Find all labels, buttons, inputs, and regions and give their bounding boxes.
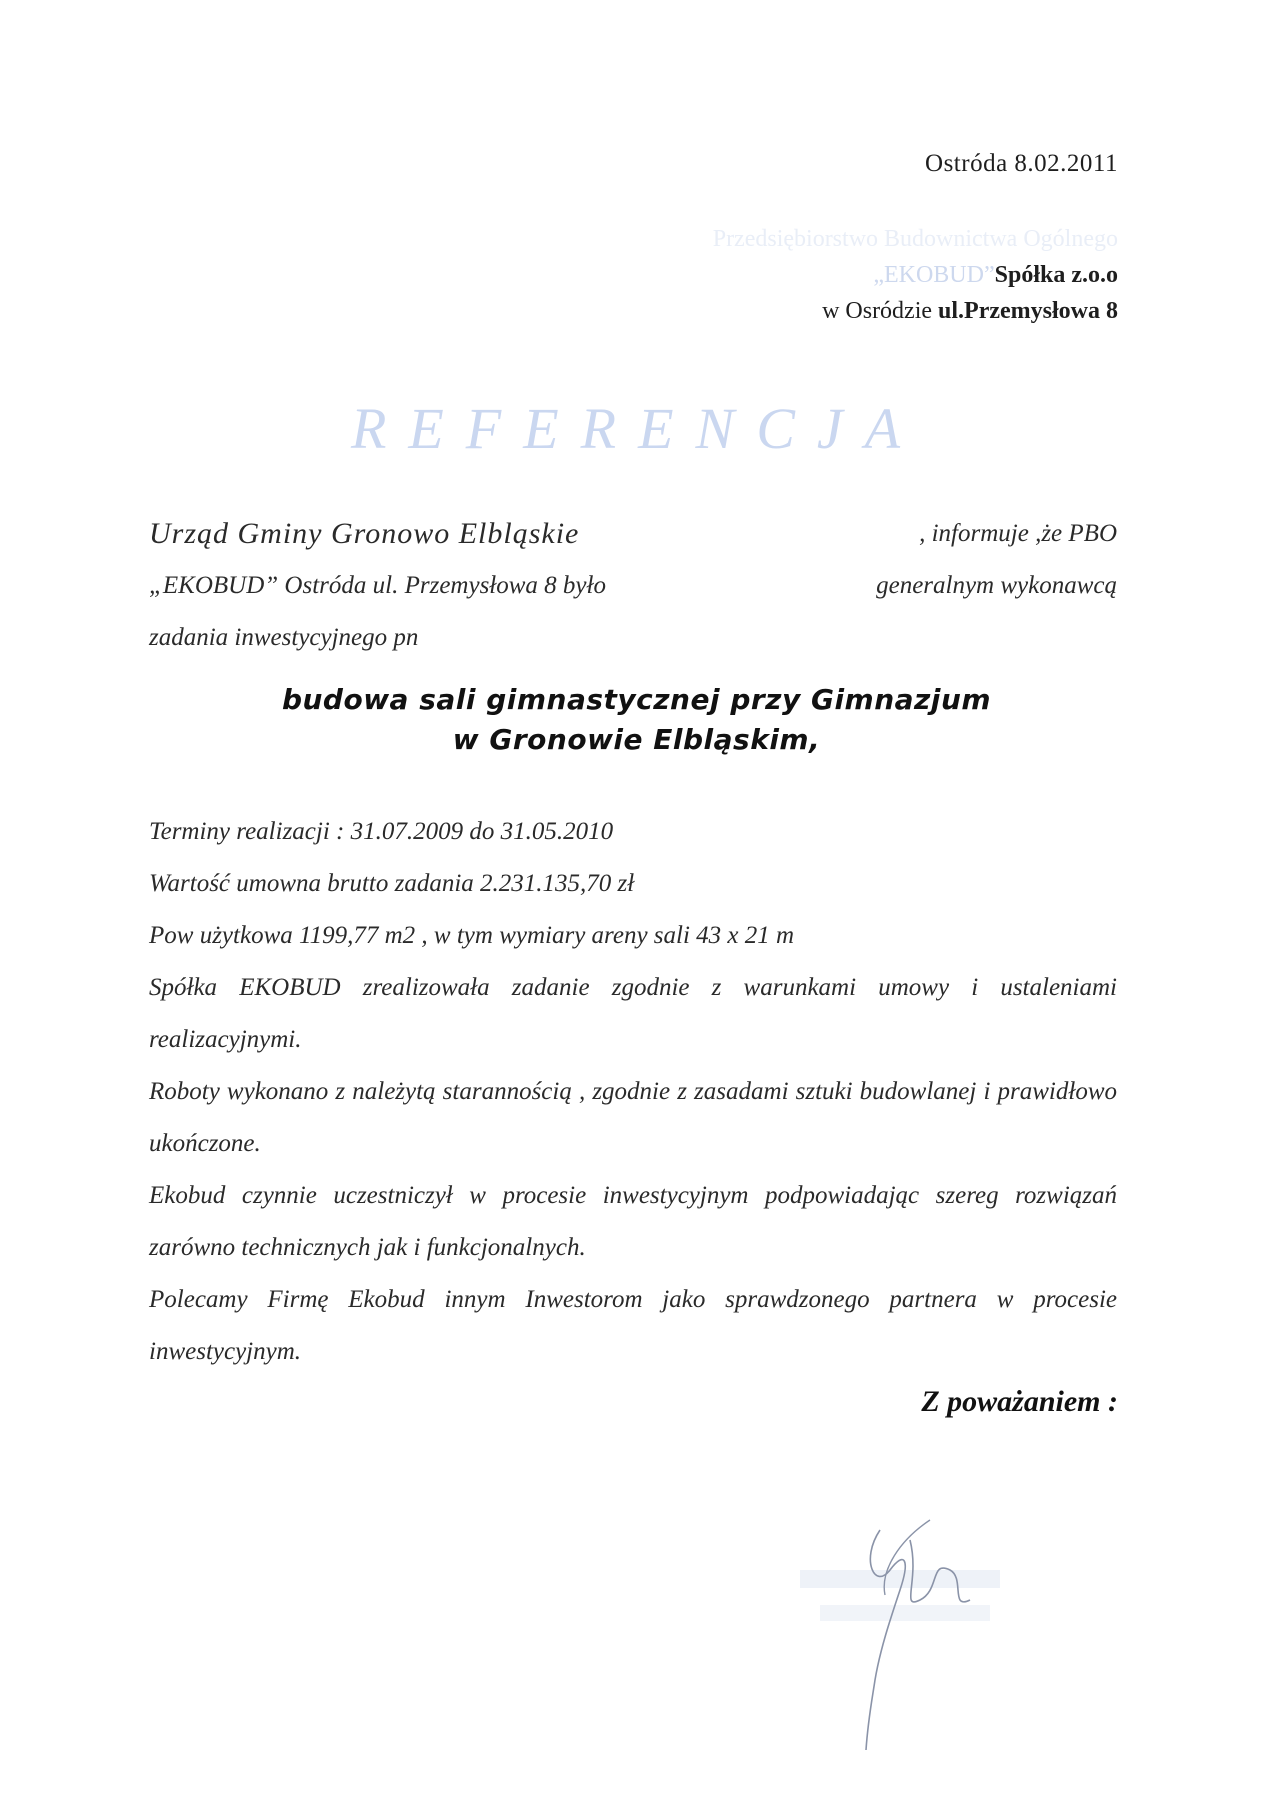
detail-value: Wartość umowna brutto zadania 2.231.135,70 zł [149, 870, 635, 897]
intro-role: generalnym wykonawcą [876, 572, 1117, 599]
intro-line-2 [149, 560, 1117, 612]
project-name-line-2: w Gronowie Elbląskim, [452, 723, 821, 756]
project-name-line-1: budowa sali gimnastycznej przy Gimnazjum [281, 683, 992, 716]
body-paragraph-4: Polecamy Firmę Ekobud innym Inwestorom jako sprawdzonego partnera w procesie inwestycyjnym. [149, 1286, 1117, 1365]
project-name [0, 680, 1273, 760]
recipient-street: ul.Przemysłowa 8 [938, 298, 1118, 324]
recipient-company-type: Spółka z.o.o [994, 262, 1118, 288]
stamp-line-2 [820, 1605, 990, 1621]
intro-ekobud: „EKOBUD” Ostróda ul. Przemysłowa 8 było [149, 572, 606, 599]
project-details [149, 806, 1117, 962]
signature-icon [780, 1500, 1040, 1760]
intro-line-3 [149, 612, 1117, 664]
letter-body [149, 962, 1117, 1378]
intro-line-1 [149, 508, 1117, 560]
recipient-company-brand: „EKOBUD” [873, 262, 995, 288]
intro-task: zadania inwestycyjnego pn [149, 624, 419, 651]
body-paragraph-3: Ekobud czynnie uczestniczył w procesie inwestycyjnym podpowiadając szereg rozwiązań zarówno technicznych jak i funkcjonalnych. [149, 1182, 1117, 1261]
signature-stroke-1 [866, 1530, 905, 1750]
intro-informs: , informuje ,że PBO [919, 520, 1117, 547]
closing-salutation: Z poważaniem : [921, 1385, 1118, 1418]
recipient-address [822, 293, 1118, 329]
body-paragraph-2: Roboty wykonano z należytą starannością , zgodnie z zasadami sztuki budowlanej i prawidłowo ukończone. [149, 1078, 1117, 1157]
recipient-company-form [873, 257, 1118, 293]
letter-date: Ostróda 8.02.2011 [925, 150, 1118, 177]
stamp-line-1 [800, 1570, 1000, 1588]
intro-paragraph [149, 508, 1117, 664]
detail-area: Pow użytkowa 1199,77 m2 , w tym wymiary areny sali 43 x 21 m [149, 922, 795, 949]
body-paragraph-1: Spółka EKOBUD zrealizowała zadanie zgodnie z warunkami umowy i ustaleniami realizacyjnymi. [149, 974, 1117, 1053]
detail-terms: Terminy realizacji : 31.07.2009 do 31.05.2010 [149, 818, 614, 845]
issuer-name: Urząd Gminy Gronowo Elbląskie [149, 517, 580, 550]
document-title: REFERENCJA [350, 396, 923, 461]
recipient-city: w Osródzie [822, 298, 933, 324]
recipient-company-name: Przedsiębiorstwo Budownictwa Ogólnego [712, 226, 1118, 252]
